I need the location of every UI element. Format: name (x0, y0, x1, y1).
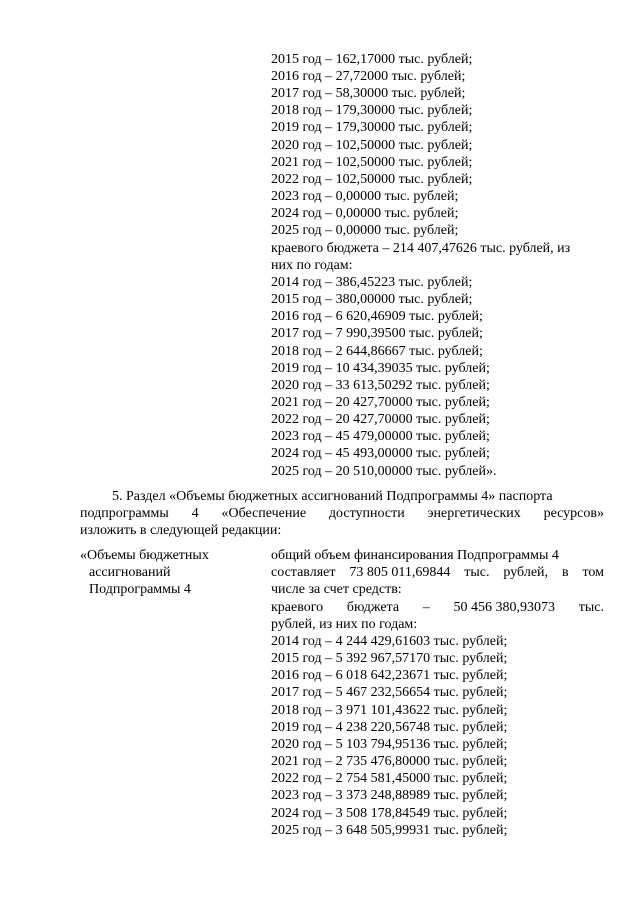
word: рублей, (503, 565, 549, 580)
list-item: 2018 год – 179,30000 тыс. рублей; (271, 103, 473, 118)
right-line-justified (271, 564, 604, 581)
list-item: 2020 год – 102,50000 тыс. рублей; (271, 138, 473, 153)
list-item: 2021 год – 2 735 476,80000 тыс. рублей; (271, 754, 508, 769)
list-item: 2023 год – 45 479,00000 тыс. рублей; (271, 429, 490, 444)
list-item: 2019 год – 4 238 220,56748 тыс. рублей; (271, 720, 508, 735)
list-item: 2017 год – 58,30000 тыс. рублей; (271, 86, 466, 101)
list-item: 2014 год – 4 244 429,61603 тыс. рублей; (271, 634, 508, 649)
list-item: 2015 год – 380,00000 тыс. рублей; (271, 292, 473, 307)
list-item: 2014 год – 386,45223 тыс. рублей; (271, 275, 473, 290)
word: подпрограммы (80, 506, 169, 521)
word: в (561, 565, 569, 580)
list-item: 2015 год – 162,17000 тыс. рублей; (271, 52, 473, 67)
paragraph-line: изложить в следующей редакции: (80, 523, 282, 538)
list-item: 2021 год – 20 427,70000 тыс. рублей; (271, 395, 490, 410)
list-item: 2023 год – 0,00000 тыс. рублей; (271, 189, 459, 204)
word: бюджета (346, 600, 400, 615)
list-item: 2025 год – 20 510,00000 тыс. рублей». (271, 464, 497, 479)
right-line-justified (271, 599, 604, 616)
word: тыс. (578, 600, 604, 615)
word: «Обеспечение (221, 506, 307, 521)
list-item: 2025 год – 0,00000 тыс. рублей; (271, 223, 459, 238)
word: тыс. (464, 565, 490, 580)
list-item: 2018 год – 3 971 101,43622 тыс. рублей; (271, 703, 508, 718)
list-item: 2017 год – 7 990,39500 тыс. рублей; (271, 326, 483, 341)
right-line: рублей, из них по годам: (271, 617, 418, 632)
list-item: 2025 год – 3 648 505,99931 тыс. рублей; (271, 823, 508, 838)
list-item: 2016 год – 27,72000 тыс. рублей; (271, 69, 466, 84)
right-line: числе за счет средств: (271, 582, 402, 597)
word: ресурсов» (543, 506, 604, 521)
label-line: Подпрограммы 4 (89, 582, 191, 597)
paragraph-line-justified (80, 505, 604, 522)
list-item: 2023 год – 3 373 248,88989 тыс. рублей; (271, 788, 508, 803)
list-item: 2024 год – 0,00000 тыс. рублей; (271, 206, 459, 221)
word: – (422, 600, 430, 615)
list-item: 2021 год – 102,50000 тыс. рублей; (271, 155, 473, 170)
kraevoy-budget-line: краевого бюджета – 214 407,47626 тыс. рублей, из (271, 241, 571, 256)
right-line: общий объем финансирования Подпрограммы 4 (271, 548, 559, 563)
word: 4 (191, 506, 199, 521)
list-item: 2024 год – 45 493,00000 тыс. рублей; (271, 446, 490, 461)
label-line: ассигнований (89, 565, 171, 580)
list-item: 2022 год – 20 427,70000 тыс. рублей; (271, 412, 490, 427)
list-item: 2017 год – 5 467 232,56654 тыс. рублей; (271, 685, 508, 700)
list-item: 2015 год – 5 392 967,57170 тыс. рублей; (271, 651, 508, 666)
list-item: 2016 год – 6 018 642,23671 тыс. рублей; (271, 668, 508, 683)
list-item: 2018 год – 2 644,86667 тыс. рублей; (271, 344, 483, 359)
list-item: 2022 год – 2 754 581,45000 тыс. рублей; (271, 771, 508, 786)
list-item: 2022 год – 102,50000 тыс. рублей; (271, 172, 473, 187)
list-item: 2020 год – 5 103 794,95136 тыс. рублей; (271, 737, 508, 752)
word: энергетических (427, 506, 521, 521)
word: том (582, 565, 604, 580)
list-item: 2019 год – 10 434,39035 тыс. рублей; (271, 361, 490, 376)
word: 73 805 011,69844 (349, 565, 451, 580)
list-item: 2016 год – 6 620,46909 тыс. рублей; (271, 309, 483, 324)
word: 50 456 380,93073 (453, 600, 555, 615)
kraevoy-budget-line-cont: них по годам: (271, 258, 353, 273)
list-item: 2019 год – 179,30000 тыс. рублей; (271, 120, 473, 135)
label-line: «Объемы бюджетных (80, 548, 209, 563)
word: краевого (271, 600, 324, 615)
word: доступности (328, 506, 405, 521)
word: составляет (271, 565, 336, 580)
paragraph-line: 5. Раздел «Объемы бюджетных ассигнований Подпрограммы 4» паспорта (112, 489, 553, 504)
list-item: 2024 год – 3 508 178,84549 тыс. рублей; (271, 806, 508, 821)
list-item: 2020 год – 33 613,50292 тыс. рублей; (271, 378, 490, 393)
